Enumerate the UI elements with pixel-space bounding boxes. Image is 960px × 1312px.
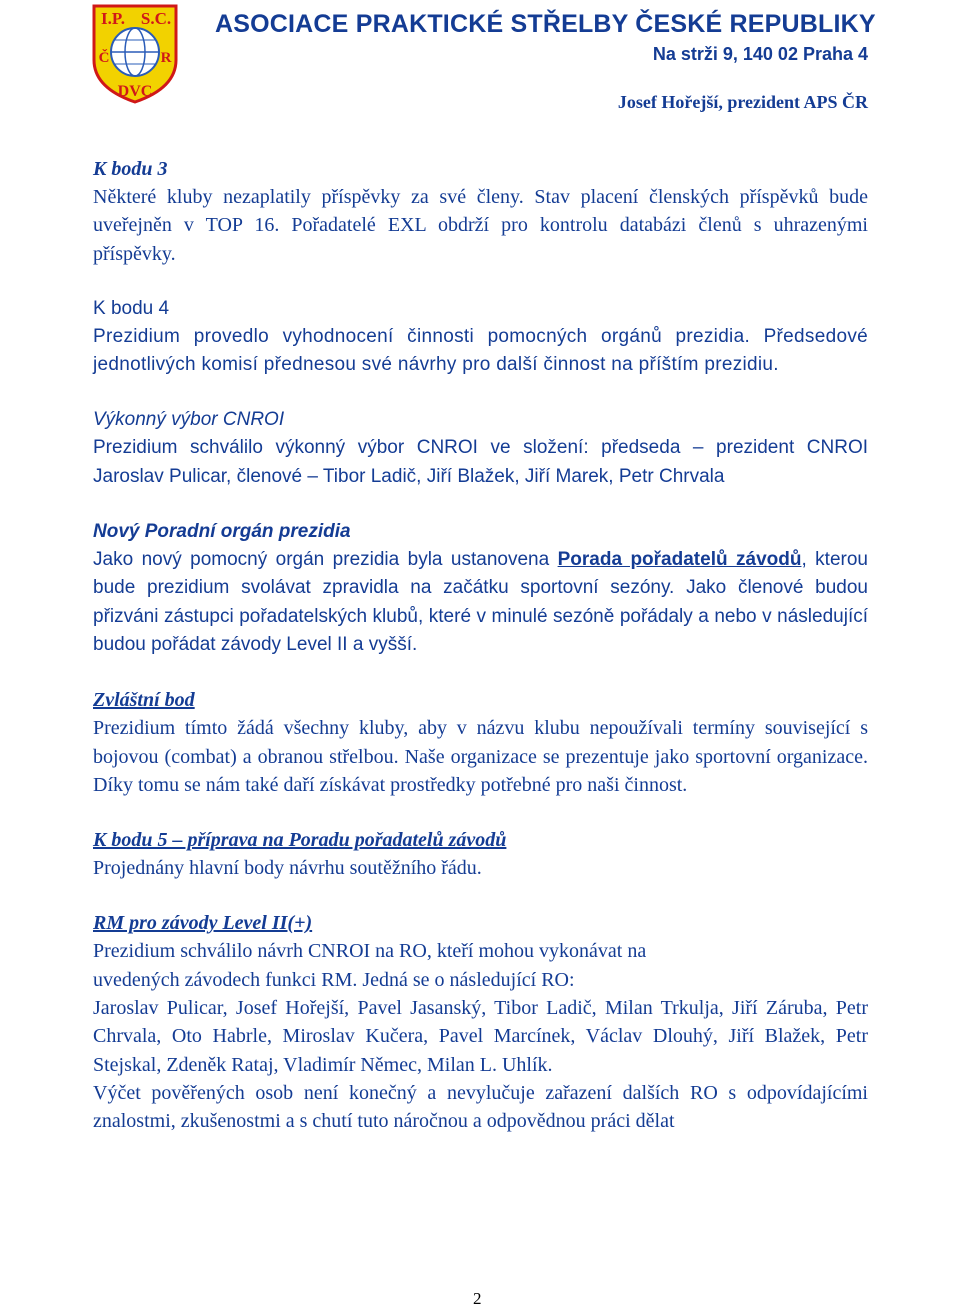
section-heading: K bodu 5 – příprava na Poradu pořadatelů závodů (93, 829, 507, 852)
section-heading: RM pro závody Level II(+) (93, 912, 313, 935)
section-heading: K bodu 3 (93, 158, 168, 180)
logo-text-sc: S.C. (140, 9, 172, 28)
section-poradni-organ (93, 518, 868, 659)
president-line: Josef Hořejší, prezident APS ČR (617, 92, 868, 112)
organization-title: ASOCIACE PRAKTICKÉ STŘELBY ČESKÉ REPUBLIKY (215, 10, 876, 38)
rm-names: Jaroslav Pulicar, Josef Hořejší, Pavel Jasanský, Tibor Ladič, Milan Trkulja, Jiří Záruba, Petr Chrvala, Oto Habrle, Miroslav Kučera, Pavel Marcínek, Václav Dlouhý, Jiří Blažek, Petr Stejskal, Zdeněk Rataj, Vladimír Němec, Milan L. Uhlík. (93, 997, 868, 1076)
section-heading: K bodu 4 (93, 297, 170, 319)
rm-line-2: uvedených závodech funkci RM. Jedná se o následující RO: (93, 968, 575, 991)
section-text (93, 546, 868, 659)
page-number: 2 (473, 1289, 482, 1308)
section-heading: Zvláštní bod (93, 689, 195, 712)
section-rm (93, 909, 868, 1135)
section-heading: Nový Poradní orgán prezidia (93, 521, 351, 543)
section-bod-3 (93, 155, 868, 268)
section-text: Některé kluby nezaplatily příspěvky za své členy. Stav placení členských příspěvků bude uveřejněn v TOP 16. Pořadatelé EXL obdrží pro kontrolu databázi členů s uhrazenými příspěvky. (93, 186, 868, 265)
text-before: Jako nový pomocný orgán prezidia byla ustanovena (93, 549, 558, 571)
section-text: Prezidium tímto žádá všechny kluby, aby v názvu klubu nepoužívali termíny související s bojovou (combat) a obranou střelbou. Naše organizace se prezentuje jako sportovní organizace. Díky tomu se nám také daří získávat prostředky potřebné pro naši činnost. (93, 717, 868, 796)
document-body (93, 155, 868, 1163)
logo-text-ip: I.P. (101, 9, 125, 28)
text-after: , kterou bude prezidium svolávat zpravidla na začátku sportovní sezóny. Jako členové budou přizváni zástupci pořadatelských klubů, které v minulé sezóně pořádaly a nebo v následující budou pořádat závody Level II a vyšší. (93, 549, 868, 655)
section-text: Prezidium schválilo výkonný výbor CNROI ve složení: předseda – prezident CNROI Jaroslav Pulicar, členové – Tibor Ladič, Jiří Blažek, Jiří Marek, Petr Chrvala (93, 437, 868, 487)
section-zvlastni-bod (93, 686, 868, 799)
porada-poradatelu-link: Porada pořadatelů závodů (557, 549, 802, 571)
logo-text-dvc: DVC (117, 83, 153, 100)
section-cnroi (93, 406, 868, 491)
section-text: Prezidium provedlo vyhodnocení činnosti pomocných orgánů prezidia. Předsedové jednotlivých komisí přednesou své návrhy pro další činnost na příštím prezidiu. (93, 325, 868, 376)
section-bod-4 (93, 295, 868, 380)
section-heading: Výkonný výbor CNROI (93, 409, 285, 431)
organization-address: Na strži 9, 140 02 Praha 4 (652, 44, 868, 64)
rm-closing: Výčet pověřených osob není konečný a nevylučuje zařazení dalších RO s odpovídajícími znalostmi, zkušenostmi a s chutí tuto náročnou a odpovědnou práci dělat (93, 1081, 868, 1133)
logo-text-c: Č (98, 50, 110, 66)
rm-line-1: Prezidium schválilo návrh CNROI na RO, kteří mohou vykonávat na (93, 940, 647, 963)
section-bod-5 (93, 826, 868, 882)
ipsc-logo (88, 2, 182, 104)
logo-text-r: R (160, 50, 172, 66)
section-text: Projednány hlavní body návrhu soutěžního řádu. (93, 857, 482, 880)
